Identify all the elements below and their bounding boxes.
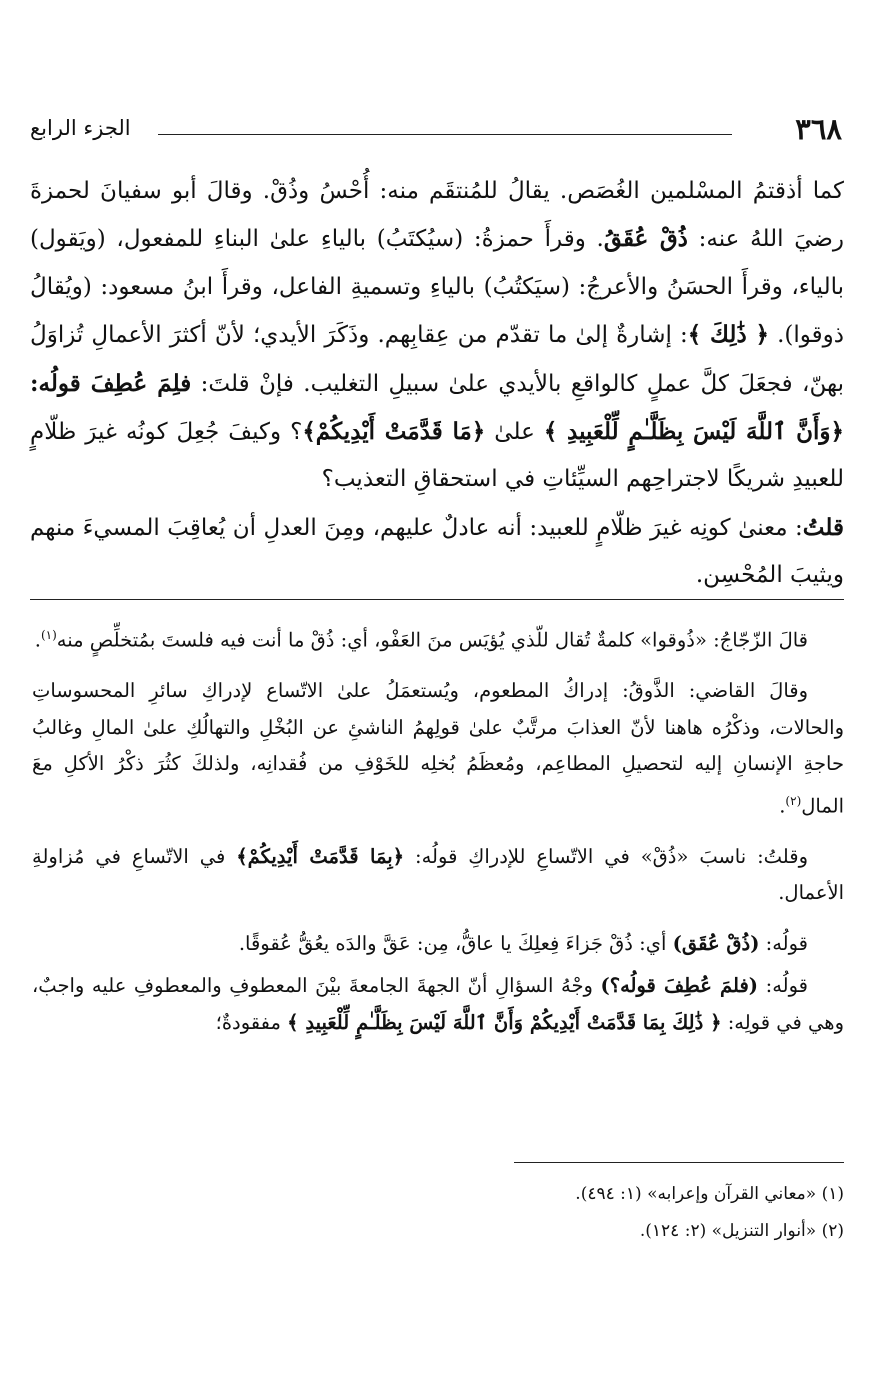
footnote-ref: (١) <box>40 628 57 642</box>
footnote-divider <box>514 1162 844 1163</box>
footnote-1: (١) «معاني القرآن وإعرابه» (١: ٤٩٤). <box>575 1184 844 1204</box>
quoted-phrase: (ذُقْ عُقَق) <box>672 931 760 955</box>
quran-citation: ﴿ ذَٰلِكَ بِمَا قَدَّمَتْ أَيْدِيكُمْ وَأَنَّ ٱللَّهَ لَيْسَ بِظَلَّـٰمٍ لِّلْعَبِيدِ ﴾ <box>287 1010 722 1034</box>
header-rule <box>158 134 732 135</box>
page-number: ٣٦٨ <box>795 112 842 146</box>
quran-citation: ﴿بِمَا قَدَّمَتْ أَيْدِيكُمْ﴾ <box>236 844 405 868</box>
footnotes <box>30 1176 844 1250</box>
book-page <box>30 0 844 1398</box>
commentary-paragraph-4: قولُه: (ذُقْ عُقَق) أي: ذُقْ جَزاءَ فِعلِكَ يا عاقُّ، مِن: عَقَّ والدَه يعُقُّ عُقوقًا. <box>238 931 808 955</box>
quran-citation: ﴿مَا قَدَّمَتْ أَيْدِيكُمْ﴾ <box>302 418 486 446</box>
commentary-paragraph-1: قالَ الزّجّاجُ: «ذُوقوا» كلمةٌ تُقال للّذي يُؤيَس منَ العَفْو، أي: ذُقْ ما أنت فيه فلستَ بمُتخلِّصٍ منه$^{(١)}$. <box>34 628 808 652</box>
footnote-ref: (٢) <box>785 793 802 808</box>
commentary-divider <box>30 599 844 600</box>
footnote-2: (٢) «أنوار التنزيل» (٢: ١٢٤). <box>639 1221 844 1241</box>
quoted-phrase: (فلمَ عُطِفَ قولُه؟) <box>600 974 759 997</box>
main-text <box>30 168 844 600</box>
commentary-paragraph-3: وقلتُ: ناسبَ «ذُقْ» في الاتّساعِ للإدراكِ قولُه: ﴿بِمَا قَدَّمَتْ أَيْدِيكُمْ﴾ في الاتّساعِ في مُزاولةِ الأعمال. <box>32 844 844 904</box>
quran-citation: فلِمَ عُطِفَ قولُه: ﴿وَأَنَّ ٱللَّهَ لَيْسَ بِظَلَّـٰمٍ لِّلْعَبِيدِ ﴾ <box>30 369 845 446</box>
quoted-phrase: ذُقْ عُقَقُ <box>603 225 688 253</box>
commentary <box>32 617 844 1055</box>
main-paragraph-2: قلتُ: معنىٰ كونِه غيرَ ظلّامٍ للعبيد: أنه عادلٌ عليهم، ومِنَ العدلِ أن يُعاقِبَ المسيءَ منهم ويثيبَ المُحْسِن. <box>30 513 844 589</box>
page-header <box>30 112 844 152</box>
quran-citation: ﴿ ذَٰلِكَ ﴾ <box>687 321 769 349</box>
running-title: الجزء الرابع <box>30 116 131 140</box>
main-paragraph-1: كما أذقتمُ المسْلمين الغُصَص. يقالُ للمُنتقَم منه: أُحْسُ وذُقْ. وقالَ أبو سفيانَ لحمزةَ رضيَ اللهُ عنه: ذُقْ عُقَقُ. وقرأَ حمزةُ: (سيُكتَبُ) بالياءِ علىٰ البناءِ للمفعول، (ويَقول) بالياء، وقرأَ الحسَنُ والأعرجُ: (سيَكتُبُ) بالياءِ وتسميةِ الفاعل، وقرأَ ابنُ مسعود: (ويُقالُ ذوقوا). ﴿ ذَٰلِكَ ﴾: إشارةٌ إلىٰ ما تقدّم من عِقابِهم. وذَكَرَ الأيدي؛ لأنّ أكثرَ الأعمالِ تُزاوَلُ بهنّ، فجعَلَ كلَّ عملٍ كالواقعِ بالأيدي علىٰ سبيلِ التغليب. فإنْ قلتَ: فلِمَ عُطِفَ قولُه: ﴿وَأَنَّ ٱللَّهَ لَيْسَ بِظَلَّـٰمٍ لِّلْعَبِيدِ ﴾ علىٰ ﴿مَا قَدَّمَتْ أَيْدِيكُمْ﴾؟ وكيفَ جُعِلَ كونُه غيرَ ظلّامٍ للعبيدِ شريكًا لاجتراحِهم السيِّئاتِ في استحقاقِ التعذيب؟ <box>30 178 845 493</box>
commentary-paragraph-5: قولُه: (فلمَ عُطِفَ قولُه؟) وجْهُ السؤالِ أنّ الجهةَ الجامعةَ بيْنَ المعطوفِ والمعطوفِ عليه واجبٌ، وهي في قولِه: ﴿ ذَٰلِكَ بِمَا قَدَّمَتْ أَيْدِيكُمْ وَأَنَّ ٱللَّهَ لَيْسَ بِظَلَّـٰمٍ لِّلْعَبِيدِ ﴾ مفقودةٌ؛ <box>32 974 844 1034</box>
commentary-paragraph-2: وقالَ القاضي: الذَّوقُ: إدراكُ المطعوم، ويُستعمَلُ علىٰ الاتّساع لإدراكِ سائرِ المحسوساتِ والحالات، وذكْرُه هاهنا لأنّ العذابَ مرتَّبٌ علىٰ قولِهمُ الناشئِ عن البُخْلِ والتهالُكِ علىٰ المالِ وغالبُ حاجةِ الإنسانِ إليه لتحصيلِ المطاعِم، ومُعظَمُ بُخلِه للخَوْفِ من فُقدانِه، ولذلكَ كثُرَ ذكْرُ الأكلِ معَ المال$^{(٢)}$. <box>32 679 844 817</box>
